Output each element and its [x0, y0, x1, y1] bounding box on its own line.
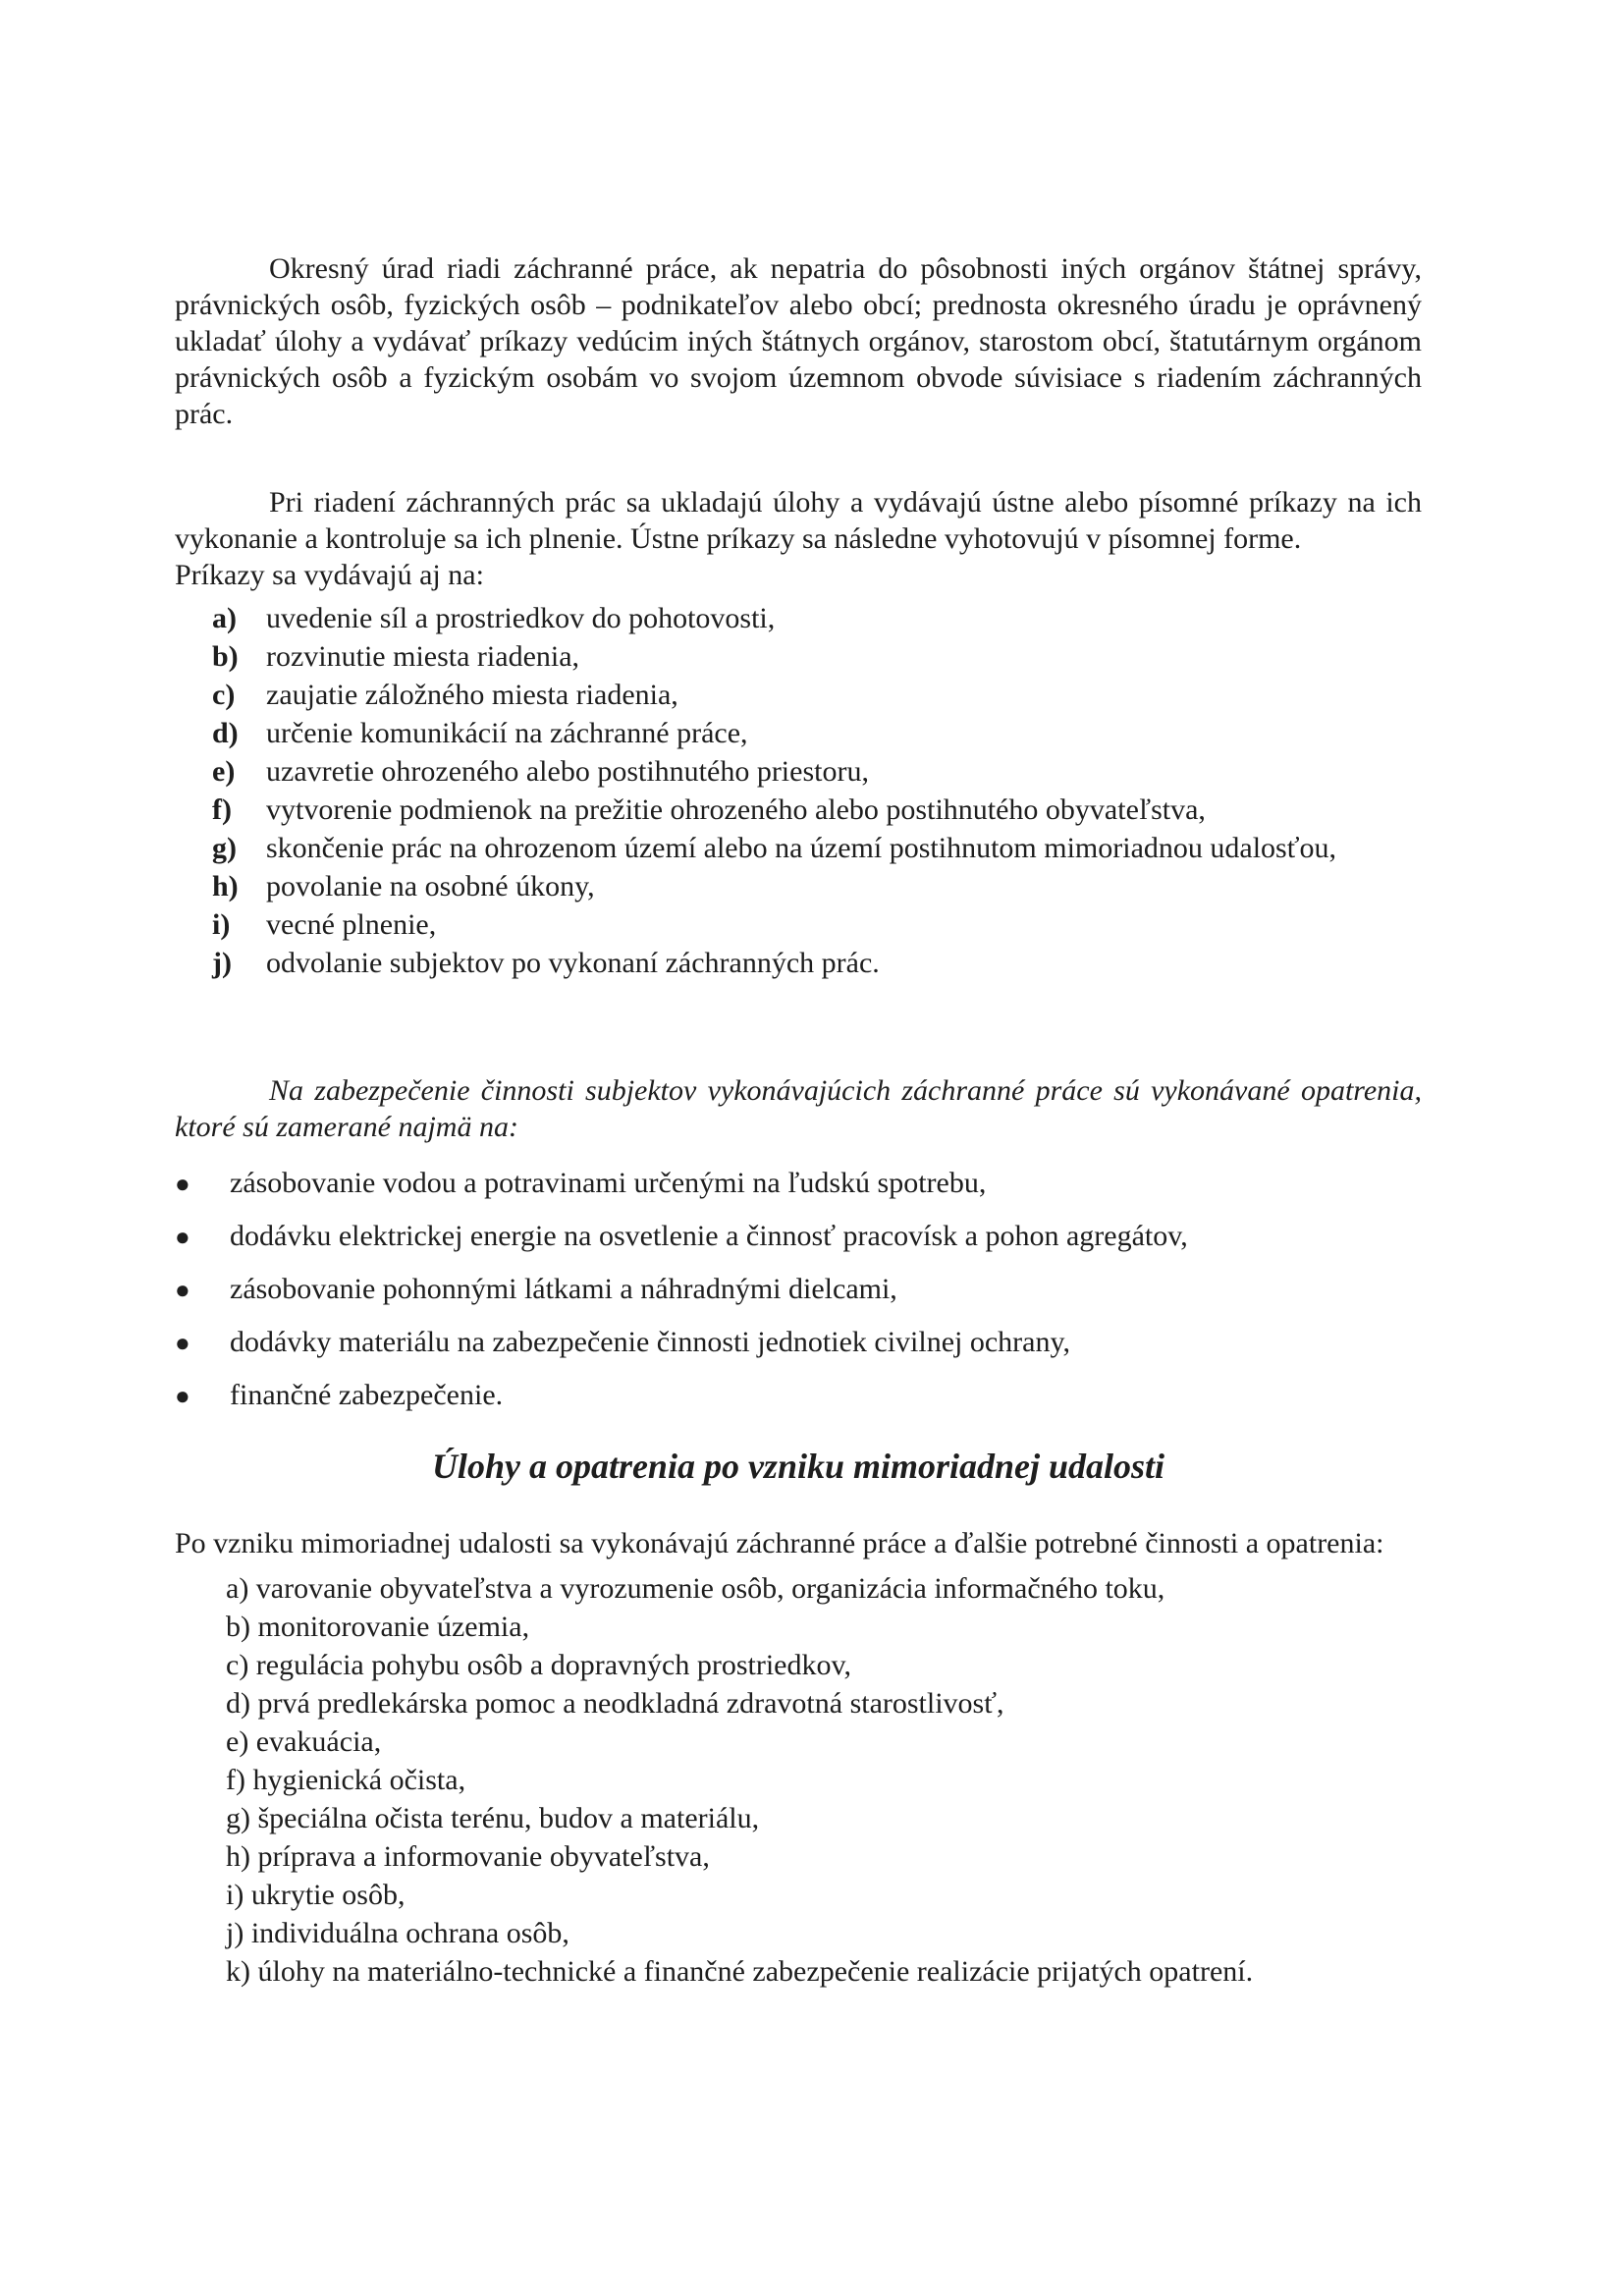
paragraph-riadenie — [175, 484, 1422, 982]
paragraph-text: Okresný úrad riadi záchranné práce, ak nepatria do pôsobnosti iných orgánov štátnej správy, právnických osôb, fyzických osôb – podnikateľov alebo obcí; prednosta okresného úradu je oprávnený ukladať úlohy a vydávať príkazy vedúcim iných štátnych orgánov, starostom obcí, štatutárnym orgánom právnických osôb a fyzickým osobám vo svojom územnom obvode súvisiace s riadením záchranných prác. — [175, 252, 1422, 430]
bullet-icon: ● — [175, 1276, 190, 1304]
bullet-icon: ● — [175, 1329, 190, 1357]
section-heading: Úlohy a opatrenia po vzniku mimoriadnej udalosti — [431, 1447, 1165, 1486]
orders-lead: Príkazy sa vydávajú aj na: — [175, 559, 484, 591]
after-event-section — [175, 1525, 1422, 1991]
item-text: vytvorenie podmienok na prežitie ohrozeného alebo postihnutého obyvateľstva, — [266, 793, 1206, 826]
item-letter: e) — [212, 755, 236, 788]
item-text: skončenie prác na ohrozenom území alebo na území postihnutom mimoriadnou udalosťou, — [266, 832, 1337, 864]
list-item: c) regulácia pohybu osôb a dopravných prostriedkov, — [226, 1649, 852, 1681]
measures-section — [175, 1072, 1422, 1422]
item-text: dodávky materiálu na zabezpečenie činnosti jednotiek civilnej ochrany, — [230, 1326, 1071, 1358]
item-letter: g) — [212, 832, 237, 864]
list-item: d) prvá predlekárska pomoc a neodkladná zdravotná starostlivosť, — [226, 1687, 1004, 1720]
item-text: rozvinutie miesta riadenia, — [266, 640, 580, 673]
list-item — [175, 714, 1422, 752]
item-text: určenie komunikácií na záchranné práce, — [266, 717, 748, 749]
paragraph-text: Pri riadení záchranných prác sa ukladajú úlohy a vydávajú ústne alebo písomné príkazy na ich vykonanie a kontroluje sa ich plnenie. Ústne príkazy sa následne vyhotovujú v písomnej forme. — [175, 486, 1422, 555]
list-item: e) evakuácia, — [226, 1725, 382, 1758]
list-item — [175, 752, 1422, 791]
after-event-list — [175, 1569, 1422, 1991]
item-letter: b) — [212, 640, 239, 673]
list-item: f) hygienická očista, — [226, 1764, 466, 1796]
item-letter: h) — [212, 870, 239, 902]
list-item — [175, 1316, 1422, 1369]
item-text: finančné zabezpečenie. — [230, 1379, 504, 1411]
list-item — [175, 1369, 1422, 1422]
list-item: a) varovanie obyvateľstva a vyrozumenie osôb, organizácia informačného toku, — [226, 1572, 1165, 1605]
item-text: vecné plnenie, — [266, 908, 437, 941]
list-item — [175, 867, 1422, 905]
item-text: povolanie na osobné úkony, — [266, 870, 595, 902]
measures-intro: Na zabezpečenie činnosti subjektov vykonávajúcich záchranné práce sú vykonávané opatrenia, ktoré sú zamerané najmä na: — [175, 1074, 1422, 1143]
measures-list — [175, 1157, 1422, 1422]
item-letter: f) — [212, 793, 232, 826]
item-text: odvolanie subjektov po vykonaní záchranných prác. — [266, 947, 880, 979]
list-item — [175, 637, 1422, 676]
list-item — [175, 1157, 1422, 1210]
bullet-icon: ● — [175, 1170, 190, 1198]
item-text: dodávku elektrickej energie na osvetlenie a činnosť pracovísk a pohon agregátov, — [230, 1220, 1188, 1252]
list-item — [175, 1263, 1422, 1316]
item-text: uzavretie ohrozeného alebo postihnutého priestoru, — [266, 755, 869, 788]
orders-list — [175, 599, 1422, 982]
item-letter: j) — [212, 947, 232, 979]
item-letter: d) — [212, 717, 239, 749]
list-item: g) špeciálna očista terénu, budov a materiálu, — [226, 1802, 760, 1834]
item-letter: a) — [212, 602, 237, 634]
paragraph-okresny-urad — [175, 250, 1422, 432]
list-item: b) monitorovanie územia, — [226, 1611, 530, 1643]
list-item — [175, 829, 1422, 867]
item-letter: i) — [212, 908, 231, 941]
list-item — [175, 599, 1422, 637]
item-letter: c) — [212, 679, 236, 711]
item-text: zaujatie záložného miesta riadenia, — [266, 679, 678, 711]
list-item — [175, 905, 1422, 944]
list-item — [175, 791, 1422, 829]
list-item: i) ukrytie osôb, — [226, 1879, 406, 1911]
item-text: zásobovanie vodou a potravinami určenými na ľudskú spotrebu, — [230, 1167, 987, 1199]
item-text: zásobovanie pohonnými látkami a náhradnými dielcami, — [230, 1273, 897, 1305]
list-item: h) príprava a informovanie obyvateľstva, — [226, 1840, 710, 1873]
list-item — [175, 944, 1422, 982]
list-item — [175, 1210, 1422, 1263]
bullet-icon: ● — [175, 1223, 190, 1251]
item-text: uvedenie síl a prostriedkov do pohotovosti, — [266, 602, 776, 634]
list-item: j) individuálna ochrana osôb, — [226, 1917, 569, 1949]
bullet-icon: ● — [175, 1382, 190, 1410]
list-item — [175, 676, 1422, 714]
section-intro: Po vzniku mimoriadnej udalosti sa vykonávajú záchranné práce a ďalšie potrebné činnosti a opatrenia: — [175, 1527, 1384, 1559]
list-item: k) úlohy na materiálno-technické a finančné zabezpečenie realizácie prijatých opatrení. — [226, 1955, 1254, 1988]
